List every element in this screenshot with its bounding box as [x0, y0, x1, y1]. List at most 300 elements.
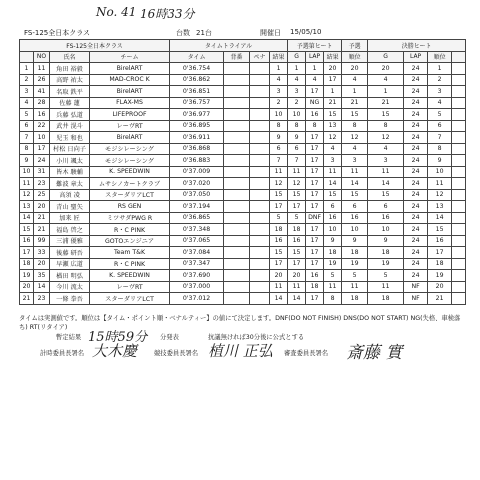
cell-lap: 8 [306, 120, 324, 132]
cell-name: 早瀬 広道 [50, 258, 90, 270]
cell-res: 16 [270, 235, 288, 247]
cell-q: 5 [342, 270, 368, 282]
table-row [20, 166, 466, 178]
table-row [20, 132, 466, 144]
cell-empty [224, 189, 250, 201]
stewards-chief-label: 審査委員長署名 [284, 350, 329, 357]
cell-res: 18 [270, 224, 288, 236]
cell-empty [250, 143, 270, 155]
cell-empty [224, 258, 250, 270]
handwritten-time: 16時33分 [140, 7, 195, 21]
cell-i: 18 [20, 258, 34, 270]
cell-hr: 16 [324, 212, 342, 224]
section-heat: 予選第ヒート [288, 40, 342, 52]
cell-fpos: 8 [428, 143, 452, 155]
cell-lap: 17 [306, 178, 324, 190]
cell-q: 15 [342, 109, 368, 121]
cell-q: 11 [342, 281, 368, 293]
cell-team: RS GEN [90, 201, 170, 213]
cell-team: モジシレーシング [90, 143, 170, 155]
cell-i: 4 [20, 97, 34, 109]
cell-empty [452, 143, 466, 155]
cell-g: 10 [288, 109, 306, 121]
cell-empty [452, 235, 466, 247]
cell-q: 1 [342, 86, 368, 98]
cell-name: 村松 日向子 [50, 143, 90, 155]
cell-res: 3 [270, 86, 288, 98]
cell-team: R・C PINK [90, 224, 170, 236]
cell-time: 0'37.009 [170, 166, 224, 178]
cell-fg: 4 [368, 74, 404, 86]
cell-fpos: 10 [428, 166, 452, 178]
cell-time: 0'36.883 [170, 155, 224, 167]
cell-res: 6 [270, 143, 288, 155]
cell-no: 99 [34, 235, 50, 247]
cell-lap: 17 [306, 143, 324, 155]
cell-fg: 12 [368, 132, 404, 144]
cell-team: Team T&K [90, 247, 170, 259]
cell-hr: 10 [324, 224, 342, 236]
cell-res: 5 [270, 212, 288, 224]
cell-g: 11 [288, 166, 306, 178]
cell-team: レーヴRT [90, 281, 170, 293]
cell-res: 17 [270, 201, 288, 213]
cell-flap: 24 [404, 224, 428, 236]
cell-empty [224, 132, 250, 144]
cell-team: ムサシノカートクラブ [90, 178, 170, 190]
cell-q: 6 [342, 201, 368, 213]
cell-team: GOTOエンジニア [90, 235, 170, 247]
cell-flap: 24 [404, 178, 428, 190]
column-header-row [20, 51, 466, 63]
cell-fpos: 14 [428, 212, 452, 224]
cell-hr: 8 [324, 293, 342, 305]
cell-hr: 1 [324, 86, 342, 98]
cell-lap: DNF [306, 212, 324, 224]
cell-lap: 16 [306, 270, 324, 282]
cell-res: 17 [270, 258, 288, 270]
cell-res: 8 [270, 120, 288, 132]
col-heat-result: 結果 [324, 51, 342, 63]
cell-empty [452, 258, 466, 270]
cell-name: 高須 凌 [50, 189, 90, 201]
col-time: タイム [170, 51, 224, 63]
cell-name: 兵藤 弘道 [50, 109, 90, 121]
col-no: NO [34, 51, 50, 63]
timing-chief-label: 計時委員長署名 [40, 350, 85, 357]
cell-no: 24 [34, 155, 50, 167]
cell-flap: NF [404, 293, 428, 305]
cell-fg: 8 [368, 120, 404, 132]
cell-i: 2 [20, 74, 34, 86]
col-result: 結果 [270, 51, 288, 63]
cell-fg: 18 [368, 247, 404, 259]
cell-hr: 5 [324, 270, 342, 282]
cell-empty [452, 74, 466, 86]
cell-res: 11 [270, 166, 288, 178]
cell-time: 0'37.050 [170, 189, 224, 201]
cell-no: 25 [34, 189, 50, 201]
cell-fg: 5 [368, 270, 404, 282]
cell-empty [250, 63, 270, 75]
cell-team: BirelART [90, 63, 170, 75]
cell-res: 10 [270, 109, 288, 121]
cell-fg: 15 [368, 109, 404, 121]
cell-time: 0'37.000 [170, 281, 224, 293]
cell-empty [250, 109, 270, 121]
cell-res: 11 [270, 281, 288, 293]
cell-g: 4 [288, 74, 306, 86]
table-row [20, 178, 466, 190]
cell-empty [224, 74, 250, 86]
cell-lap: 17 [306, 258, 324, 270]
col-qual-pos: 順位 [342, 51, 368, 63]
cell-flap: 24 [404, 97, 428, 109]
cell-no: 26 [34, 74, 50, 86]
cell-flap: 24 [404, 258, 428, 270]
cell-fpos: 16 [428, 235, 452, 247]
cell-name: 名取 鉄平 [50, 86, 90, 98]
cell-res: 7 [270, 155, 288, 167]
table-row [20, 189, 466, 201]
col-penalty: ペナ [250, 51, 270, 63]
cell-empty [250, 97, 270, 109]
date-value: 15/05/10 [290, 28, 322, 36]
cell-hr: 15 [324, 189, 342, 201]
cell-empty [250, 212, 270, 224]
cell-empty [224, 293, 250, 305]
cell-flap: 24 [404, 63, 428, 75]
cell-empty [250, 247, 270, 259]
cell-fg: 1 [368, 86, 404, 98]
cell-fg: 4 [368, 143, 404, 155]
count-label: 台数 [176, 29, 190, 37]
cell-time: 0'36.865 [170, 212, 224, 224]
cell-name: 皆木 駿輔 [50, 166, 90, 178]
cell-name: 楢田 明弘 [50, 270, 90, 282]
cell-name: 福島 啓之 [50, 224, 90, 236]
cell-i: 19 [20, 270, 34, 282]
cell-flap: 24 [404, 270, 428, 282]
cell-hr: 13 [324, 120, 342, 132]
cell-name: 難波 章太 [50, 178, 90, 190]
cell-no: 16 [34, 109, 50, 121]
cell-no: 20 [34, 201, 50, 213]
timing-chief-signature: 大木慶 [92, 342, 138, 360]
table-row [20, 97, 466, 109]
cell-g: 17 [288, 201, 306, 213]
table-row [20, 270, 466, 282]
cell-team: BirelART [90, 86, 170, 98]
cell-empty [250, 224, 270, 236]
cell-fpos: 17 [428, 247, 452, 259]
provisional-suffix: 分発表 [160, 334, 179, 341]
cell-name: 後藤 研吾 [50, 247, 90, 259]
section-qualifying: 予選 [342, 40, 368, 52]
cell-empty [452, 212, 466, 224]
cell-team: スターダリアLCT [90, 189, 170, 201]
cell-empty [224, 86, 250, 98]
cell-empty [250, 270, 270, 282]
cell-flap: 24 [404, 166, 428, 178]
cell-i: 8 [20, 143, 34, 155]
cell-i: 20 [20, 281, 34, 293]
cell-empty [250, 86, 270, 98]
cell-team: レーヴRT [90, 120, 170, 132]
cell-time: 0'37.347 [170, 258, 224, 270]
cell-q: 8 [342, 120, 368, 132]
cell-no: 20 [34, 258, 50, 270]
cell-team: K. SPEEDWIN [90, 166, 170, 178]
cell-hr: 11 [324, 281, 342, 293]
col-final-pos: 順位 [428, 51, 452, 63]
cell-empty [224, 235, 250, 247]
cell-empty [452, 120, 466, 132]
cell-empty [452, 63, 466, 75]
results-table [19, 39, 466, 305]
cell-empty [452, 166, 466, 178]
cell-empty [250, 189, 270, 201]
footer-note: タイムは実測値です。順位は【タイム・ポイント順・ベナルティー】の値にて決定します。DNF(DO NOT FINISH) DNS(DO NOT START) NG(失格、車検落ち) RT(リタイア) [19, 315, 461, 331]
cell-flap: 24 [404, 120, 428, 132]
cell-i: 1 [20, 63, 34, 75]
cell-fpos: 7 [428, 132, 452, 144]
cell-flap: 24 [404, 143, 428, 155]
cell-fpos: 19 [428, 270, 452, 282]
cell-q: 20 [342, 63, 368, 75]
cell-hr: 21 [324, 97, 342, 109]
cell-fpos: 11 [428, 178, 452, 190]
cell-empty [452, 97, 466, 109]
cell-hr: 6 [324, 201, 342, 213]
cell-g: 18 [288, 224, 306, 236]
table-row [20, 86, 466, 98]
cell-g: 16 [288, 235, 306, 247]
cell-fpos: 12 [428, 189, 452, 201]
cell-name: 佐藤 蓮 [50, 97, 90, 109]
cell-lap: 4 [306, 74, 324, 86]
cell-lap: 17 [306, 189, 324, 201]
cell-flap: 24 [404, 86, 428, 98]
cell-name: 小川 颯太 [50, 155, 90, 167]
cell-fpos: 5 [428, 109, 452, 121]
cell-empty [452, 155, 466, 167]
table-row [20, 74, 466, 86]
cell-lap: 17 [306, 201, 324, 213]
cell-g: 7 [288, 155, 306, 167]
cell-flap: 24 [404, 235, 428, 247]
cell-empty [224, 109, 250, 121]
cell-fpos: 2 [428, 74, 452, 86]
cell-no: 31 [34, 166, 50, 178]
cell-team: スターダリアLCT [90, 293, 170, 305]
col-heat-lap: LAP [306, 51, 324, 63]
cell-empty [224, 281, 250, 293]
cell-lap: 17 [306, 235, 324, 247]
cell-empty [452, 224, 466, 236]
cell-q: 16 [342, 212, 368, 224]
cell-i: 3 [20, 86, 34, 98]
cell-hr: 11 [324, 166, 342, 178]
cell-hr: 14 [324, 178, 342, 190]
cell-no: 11 [34, 63, 50, 75]
cell-no: 10 [34, 132, 50, 144]
cell-lap: NG [306, 97, 324, 109]
cell-empty [452, 270, 466, 282]
cell-hr: 12 [324, 132, 342, 144]
cell-g: 9 [288, 132, 306, 144]
cell-i: 6 [20, 120, 34, 132]
cell-name: 児玉 和也 [50, 132, 90, 144]
cell-empty [224, 120, 250, 132]
cell-flap: 24 [404, 132, 428, 144]
cell-fg: 21 [368, 97, 404, 109]
cell-flap: NF [404, 281, 428, 293]
cell-g: 11 [288, 281, 306, 293]
cell-no: 14 [34, 281, 50, 293]
cell-time: 0'37.020 [170, 178, 224, 190]
cell-fg: 11 [368, 281, 404, 293]
cell-team: モジシレーシング [90, 155, 170, 167]
cell-name: 武井 滉斗 [50, 120, 90, 132]
table-row [20, 258, 466, 270]
cell-empty [452, 281, 466, 293]
class-title: FS-125全日本クラス [20, 40, 170, 52]
cell-empty [452, 247, 466, 259]
table-row [20, 120, 466, 132]
cell-fpos: 3 [428, 86, 452, 98]
cell-i: 12 [20, 189, 34, 201]
cell-i: 14 [20, 212, 34, 224]
cell-team: MAD-CROC K [90, 74, 170, 86]
cell-name: 角田 裕毅 [50, 63, 90, 75]
cell-i: 16 [20, 235, 34, 247]
col-team: チーム [90, 51, 170, 63]
cell-empty [224, 97, 250, 109]
section-header-row [20, 40, 466, 52]
cell-q: 3 [342, 155, 368, 167]
cell-fpos: 15 [428, 224, 452, 236]
cell-hr: 4 [324, 143, 342, 155]
cell-fpos: 9 [428, 155, 452, 167]
table-row [20, 63, 466, 75]
cell-fg: 19 [368, 258, 404, 270]
cell-empty [224, 166, 250, 178]
cell-time: 0'36.862 [170, 74, 224, 86]
cell-team: ミツサダPWG R [90, 212, 170, 224]
cell-i: 9 [20, 155, 34, 167]
cell-i: 10 [20, 166, 34, 178]
cell-no: 23 [34, 178, 50, 190]
cell-res: 12 [270, 178, 288, 190]
cell-name: 今川 流太 [50, 281, 90, 293]
cell-i: 5 [20, 109, 34, 121]
cell-res: 15 [270, 247, 288, 259]
cell-time: 0'36.868 [170, 143, 224, 155]
cell-time: 0'36.895 [170, 120, 224, 132]
cell-q: 21 [342, 97, 368, 109]
cell-no: 28 [34, 97, 50, 109]
cell-q: 11 [342, 166, 368, 178]
cell-res: 15 [270, 189, 288, 201]
table-row [20, 281, 466, 293]
cell-res: 14 [270, 293, 288, 305]
cell-g: 20 [288, 270, 306, 282]
cell-lap: 17 [306, 293, 324, 305]
cell-q: 18 [342, 293, 368, 305]
cell-time: 0'37.012 [170, 293, 224, 305]
cell-time: 0'36.754 [170, 63, 224, 75]
cell-empty [224, 201, 250, 213]
cell-res: 1 [270, 63, 288, 75]
cell-empty [452, 201, 466, 213]
cell-team: R・C PINK [90, 258, 170, 270]
cell-q: 18 [342, 247, 368, 259]
provisional-label: 暫定結果 [56, 334, 82, 341]
cell-no: 17 [34, 143, 50, 155]
cell-empty [250, 132, 270, 144]
cell-empty [250, 120, 270, 132]
cell-time: 0'36.911 [170, 132, 224, 144]
cell-empty [250, 258, 270, 270]
cell-empty [452, 189, 466, 201]
cell-fg: 20 [368, 63, 404, 75]
table-row [20, 235, 466, 247]
cell-hr: 20 [324, 63, 342, 75]
cell-time: 0'37.084 [170, 247, 224, 259]
col-final-g: G [368, 51, 404, 63]
table-row [20, 201, 466, 213]
cell-empty [452, 132, 466, 144]
table-row [20, 212, 466, 224]
cell-fg: 16 [368, 212, 404, 224]
cell-hr: 18 [324, 247, 342, 259]
cell-g: 6 [288, 143, 306, 155]
cell-fpos: 21 [428, 293, 452, 305]
cell-lap: 17 [306, 224, 324, 236]
cell-fg: 3 [368, 155, 404, 167]
cell-q: 19 [342, 258, 368, 270]
cell-i: 7 [20, 132, 34, 144]
cell-g: 3 [288, 86, 306, 98]
cell-i: 17 [20, 247, 34, 259]
col-name: 氏名 [50, 51, 90, 63]
cell-empty [224, 63, 250, 75]
race-director-signature: 植川 正弘 [208, 342, 273, 360]
cell-q: 10 [342, 224, 368, 236]
cell-team: FLAX-MS [90, 97, 170, 109]
cell-no: 21 [34, 212, 50, 224]
cell-g: 12 [288, 178, 306, 190]
cell-name: 一條 拳吾 [50, 293, 90, 305]
sheet-number: No. 41 [96, 5, 137, 19]
cell-time: 0'37.690 [170, 270, 224, 282]
cell-no: 22 [34, 120, 50, 132]
cell-g: 15 [288, 189, 306, 201]
section-time-trial: タイムトライアル [170, 40, 288, 52]
race-director-label: 競技委員長署名 [154, 350, 199, 357]
cell-q: 4 [342, 143, 368, 155]
cell-time: 0'37.194 [170, 201, 224, 213]
col-points: 背番 [224, 51, 250, 63]
cell-res: 4 [270, 74, 288, 86]
cell-lap: 17 [306, 86, 324, 98]
cell-flap: 24 [404, 189, 428, 201]
protest-note: 抗議無ければ30分後に公式とする [208, 334, 305, 341]
cell-team: BirelART [90, 132, 170, 144]
cell-name: 加来 匠 [50, 212, 90, 224]
cell-lap: 17 [306, 132, 324, 144]
